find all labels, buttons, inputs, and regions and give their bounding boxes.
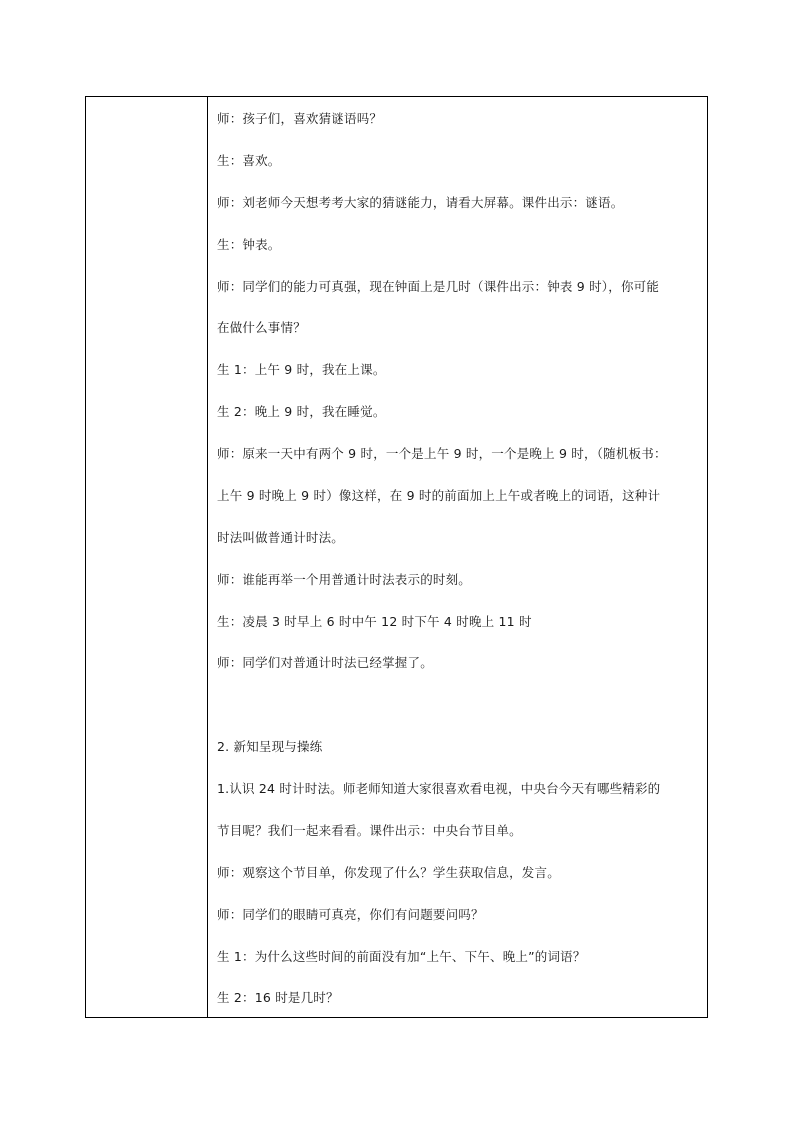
text-line: 师：孩子们，喜欢猜谜语吗？ <box>217 111 383 126</box>
text-line: 时法叫做普通计时法。 <box>217 530 345 545</box>
text-line: 生：凌晨 3 时早上 6 时中午 12 时下午 4 时晚上 11 时 <box>217 614 532 629</box>
text-line: 生 2：16 时是几时？ <box>217 990 339 1005</box>
text-line: 生：钟表。 <box>217 237 281 252</box>
section-heading: 2. 新知呈现与操练 <box>217 739 323 754</box>
lesson-table <box>85 96 708 1018</box>
lesson-content-cell <box>208 97 707 1017</box>
text-line: 师：观察这个节目单，你发现了什么？学生获取信息，发言。 <box>217 865 560 880</box>
text-line: 在做什么事情？ <box>217 320 306 335</box>
text-line: 节目呢？我们一起来看看。课件出示：中央台节目单。 <box>217 823 522 838</box>
left-column-cell <box>86 97 208 1017</box>
text-line: 师：同学们的眼睛可真亮，你们有问题要问吗？ <box>217 907 484 922</box>
text-line: 1.认识 24 时计时法。师老师知道大家很喜欢看电视，中央台今天有哪些精彩的 <box>217 781 661 796</box>
text-line: 生 1：为什么这些时间的前面没有加“上午、下午、晚上”的词语？ <box>217 949 586 964</box>
text-line: 生：喜欢。 <box>217 153 281 168</box>
text-line: 师：同学们对普通计时法已经掌握了。 <box>217 655 433 670</box>
text-line: 师：刘老师今天想考考大家的猜谜能力，请看大屏幕。课件出示：谜语。 <box>217 195 624 210</box>
text-line: 生 1：上午 9 时，我在上课。 <box>217 362 386 377</box>
text-line: 师：同学们的能力可真强，现在钟面上是几时（课件出示：钟表 9 时），你可能 <box>217 279 660 294</box>
text-line: 生 2：晚上 9 时，我在睡觉。 <box>217 404 386 419</box>
text-line: 师：原来一天中有两个 9 时，一个是上午 9 时，一个是晚上 9 时，（随机板书： <box>217 446 667 461</box>
text-line: 师：谁能再举一个用普通计时法表示的时刻。 <box>217 572 472 587</box>
text-line: 上午 9 时晚上 9 时）像这样，在 9 时的前面加上上午或者晚上的词语，这种计 <box>217 488 661 503</box>
